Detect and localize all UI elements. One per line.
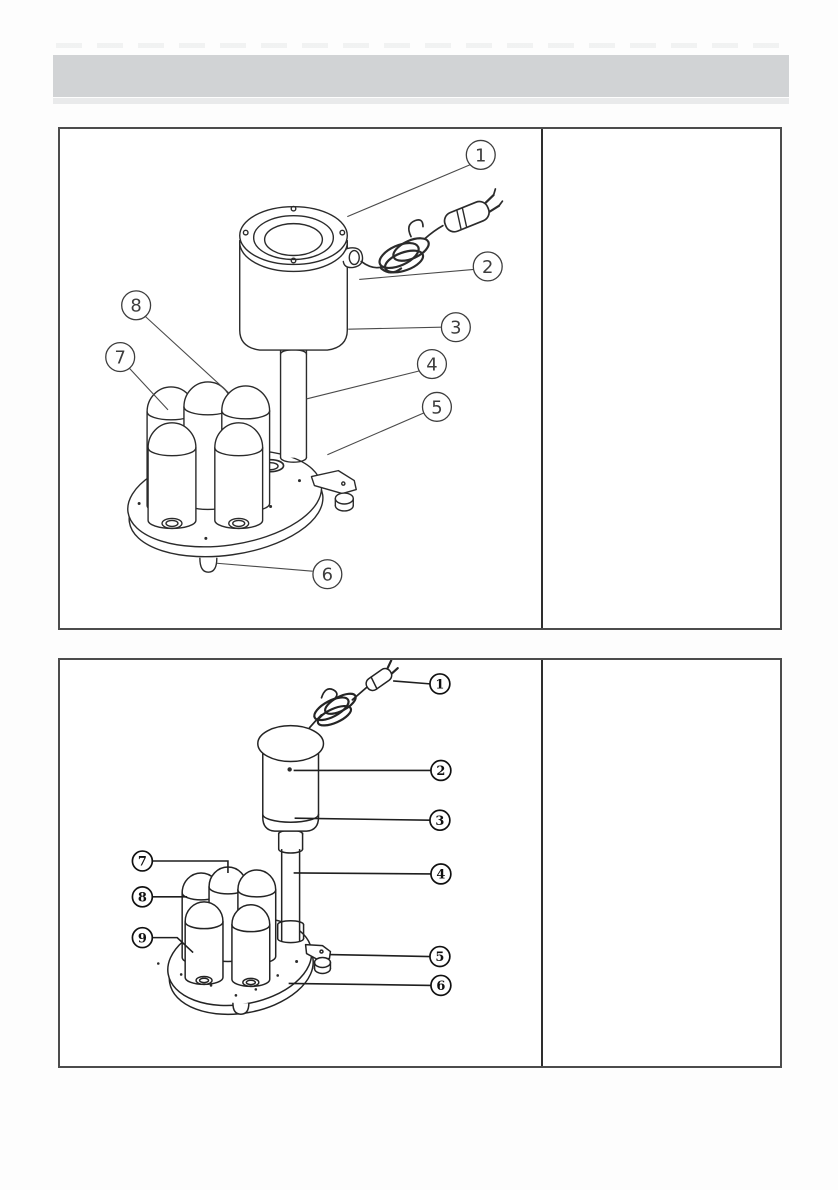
- column-1: [281, 350, 307, 463]
- callout-label-6: 6: [321, 564, 334, 586]
- motor-2: [258, 726, 324, 831]
- panel-2-divider: [541, 660, 543, 1066]
- callout-label-4: 4: [426, 354, 438, 376]
- figure-2-drawing: [60, 660, 780, 1066]
- leader-line-5: [327, 413, 424, 455]
- leader-line-3: [348, 327, 441, 329]
- leader-line-1: [347, 165, 470, 217]
- column-2: [278, 849, 304, 943]
- callout-label-5: 5: [435, 950, 445, 966]
- callout-label-8: 8: [137, 890, 147, 906]
- power-cord-2: [310, 687, 368, 730]
- leader-line-5: [329, 955, 430, 957]
- figure-1-panel: [58, 127, 782, 630]
- callout-label-3: 3: [435, 813, 445, 829]
- callout-label-3: 3: [450, 317, 462, 339]
- header-bar: [53, 55, 789, 97]
- callout-label-1: 1: [475, 145, 487, 167]
- callout-label-2: 2: [436, 764, 446, 780]
- motor-1: [240, 206, 363, 350]
- screw-2: [287, 767, 291, 771]
- figure-2-panel: [58, 658, 782, 1068]
- leader-line-4: [294, 873, 431, 874]
- leader-line-1: [393, 681, 430, 684]
- foot-bump-2: [233, 1003, 249, 1014]
- callout-label-4: 4: [436, 867, 446, 883]
- callout-label-2: 2: [482, 256, 494, 278]
- leader-line-6: [217, 563, 313, 571]
- callout-label-5: 5: [431, 397, 443, 419]
- panel-1-divider: [541, 129, 543, 628]
- callout-label-7: 7: [114, 347, 126, 369]
- callout-label-8: 8: [130, 295, 142, 317]
- power-plug-1: [440, 188, 507, 234]
- header-strip: [53, 98, 789, 104]
- callout-label-7: 7: [137, 854, 147, 870]
- callout-label-9: 9: [137, 931, 147, 947]
- leader-line-6: [289, 983, 431, 985]
- power-cord-1: [361, 220, 443, 277]
- foot-bump-1: [200, 558, 217, 572]
- leader-line-2: [359, 269, 474, 279]
- leader-line-8: [145, 316, 229, 393]
- power-plug-2: [363, 660, 401, 693]
- callout-label-1: 1: [435, 677, 445, 693]
- leader-line-4: [306, 371, 419, 399]
- bottles-1: [147, 382, 270, 528]
- figure-1-drawing: [60, 129, 780, 628]
- scan-artifact-dashes: [56, 43, 786, 48]
- callout-label-6: 6: [436, 979, 446, 995]
